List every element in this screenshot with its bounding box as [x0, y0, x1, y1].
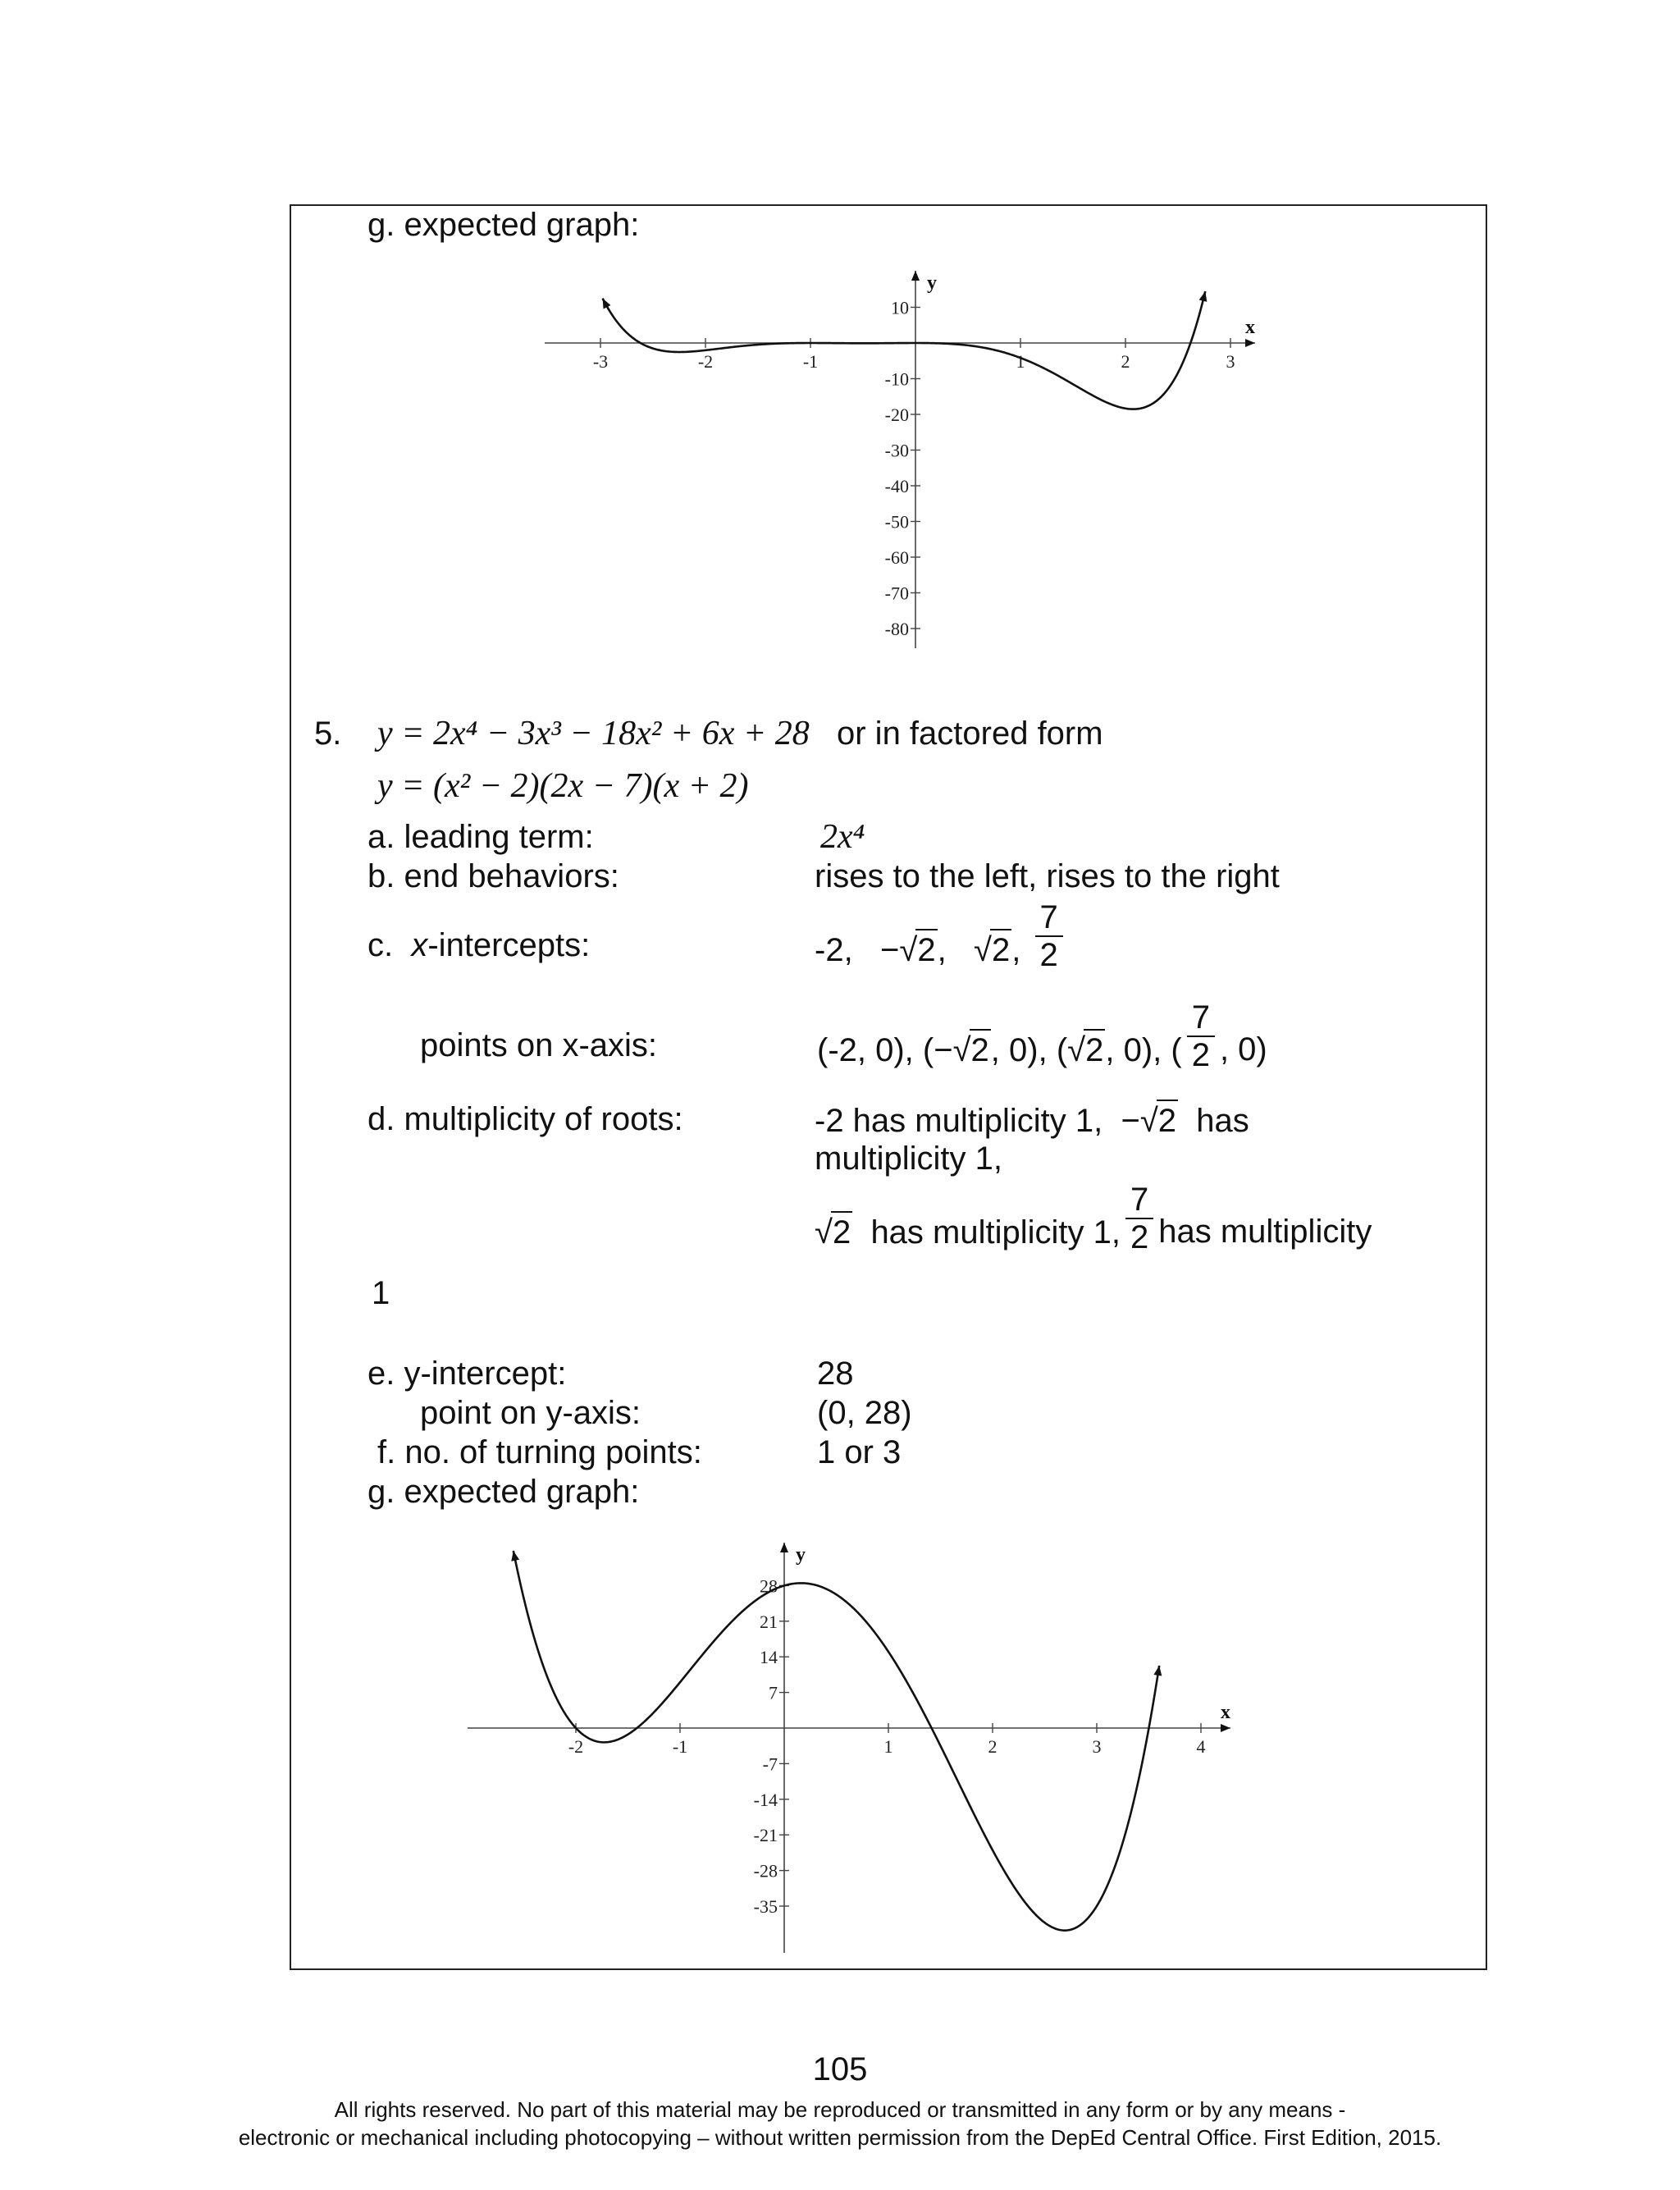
neg-sqrt2: √2 [899, 929, 937, 970]
intercept-neg2: -2, [815, 932, 853, 968]
y-intercept-value: 28 [817, 1356, 854, 1392]
turning-points-label: f. no. of turning points: [377, 1434, 702, 1470]
copyright-line-2: electronic or mechanical including photocopying – without written permission from the DepEd Central Office. First Edition, 2015. [238, 2125, 1442, 2150]
seven-halves-point: $\frac{7}{2}$ [1187, 999, 1215, 1073]
point-y-axis-value: (0, 28) [817, 1395, 912, 1431]
x-tick-label: -2 [697, 351, 714, 372]
right-end-arrow [1153, 1666, 1162, 1676]
x-variable: x [411, 927, 428, 963]
y-axis-label: y [927, 272, 937, 294]
function-curve [514, 1551, 1159, 1931]
y-tick-label: -35 [753, 1896, 778, 1917]
x-tick-label: 4 [1196, 1736, 1206, 1757]
y-axis-arrow [780, 1543, 788, 1552]
y-tick-label: 10 [891, 297, 909, 318]
x-tick-label: 1 [1016, 351, 1025, 372]
x-intercepts-label [368, 926, 590, 965]
x-tick-label: 2 [1121, 351, 1130, 372]
c-label-rest: -intercepts: [427, 927, 591, 963]
end-behavior-value: rises to the left, rises to the right [815, 858, 1280, 894]
left-end-arrow [511, 1551, 519, 1561]
multiplicity-line4: 1 [372, 1275, 390, 1311]
x-tick-label: 1 [883, 1736, 893, 1757]
y-tick-label: -7 [762, 1753, 778, 1775]
x-tick-label: -1 [672, 1736, 688, 1757]
end-behavior-label: b. end behaviors: [368, 858, 619, 894]
leading-term-value: 2x⁴ [820, 818, 865, 856]
y-tick-label: -20 [884, 405, 909, 425]
y-tick-label: -21 [753, 1825, 778, 1846]
points-x-axis-value: (-2, 0), (−√2, 0), (√2, 0), ( $\frac{7}{2}$ , 0) [817, 999, 1267, 1073]
seven-halves: $\frac{7}{2}$ [1035, 899, 1063, 973]
c-letter: c. [368, 927, 394, 963]
y-tick-label: -28 [753, 1860, 778, 1881]
y-tick-label: -50 [884, 511, 909, 533]
multiplicity-label: d. multiplicity of roots: [368, 1101, 683, 1137]
x-tick-label: 2 [988, 1736, 998, 1757]
seven-halves-mult: $\frac{7}{2}$ [1125, 1182, 1153, 1255]
y-tick-label: 14 [760, 1647, 778, 1668]
x-axis-label: x [1221, 1702, 1230, 1723]
y-axis-label: y [796, 1544, 806, 1566]
x-tick-label: 3 [1092, 1736, 1102, 1757]
multiplicity-line3: √2 has multiplicity 1, $\frac{7}{2}$ has multiplicity [815, 1182, 1372, 1255]
y-intercept-label: e. y-intercept: [368, 1356, 567, 1392]
y-axis-arrow [911, 271, 920, 281]
y-tick-label: -30 [884, 440, 909, 461]
copyright-line-1: All rights reserved. No part of this material may be reproduced or transmitted in any form or by any means - [334, 2097, 1346, 2122]
y-tick-label: -40 [884, 476, 909, 496]
y-tick-label: -80 [884, 619, 909, 639]
x-intercepts-value: -2, −√2, √2, $\frac{7}{2}$ [815, 899, 1068, 973]
x-axis-label: x [1245, 317, 1255, 338]
y-tick-label: 7 [769, 1682, 778, 1703]
x-axis-arrow [1221, 1724, 1230, 1732]
x-tick-label: 3 [1226, 351, 1235, 372]
graph-label: g. expected graph: [368, 1474, 640, 1510]
y-tick-label: -10 [884, 368, 909, 390]
point-y-axis-label: point on y-axis: [420, 1395, 641, 1431]
y-tick-label: 28 [760, 1575, 778, 1597]
problem-connector: or in factored form [837, 716, 1103, 752]
top-expected-graph [533, 263, 1271, 656]
y-tick-label: -70 [884, 583, 909, 604]
page-number: 105 [812, 2051, 868, 2087]
problem-number: 5. [314, 716, 342, 752]
pos-sqrt2: √2 [974, 929, 1011, 970]
turning-points-value: 1 or 3 [817, 1434, 902, 1470]
multiplicity-line2: multiplicity 1, [815, 1141, 1002, 1177]
problem-equation: y = 2x⁴ − 3x³ − 18x² + 6x + 28 [377, 715, 810, 752]
y-tick-label: -14 [753, 1789, 778, 1810]
factored-form: y = (x² − 2)(2x − 7)(x + 2) [377, 767, 749, 805]
y-tick-label: -60 [884, 547, 909, 568]
x-tick-label: -1 [802, 351, 819, 372]
multiplicity-line1: -2 has multiplicity 1, −√2 has [815, 1100, 1249, 1141]
x-tick-label: -2 [568, 1736, 584, 1757]
x-axis-arrow [1245, 339, 1255, 347]
top-graph-label: g. expected graph: [368, 207, 640, 243]
points-x-axis-label: points on x-axis: [420, 1027, 658, 1063]
bottom-expected-graph [459, 1534, 1247, 1961]
y-tick-label: 21 [760, 1611, 778, 1632]
x-tick-label: -3 [592, 351, 609, 372]
leading-term-label: a. leading term: [368, 819, 594, 855]
